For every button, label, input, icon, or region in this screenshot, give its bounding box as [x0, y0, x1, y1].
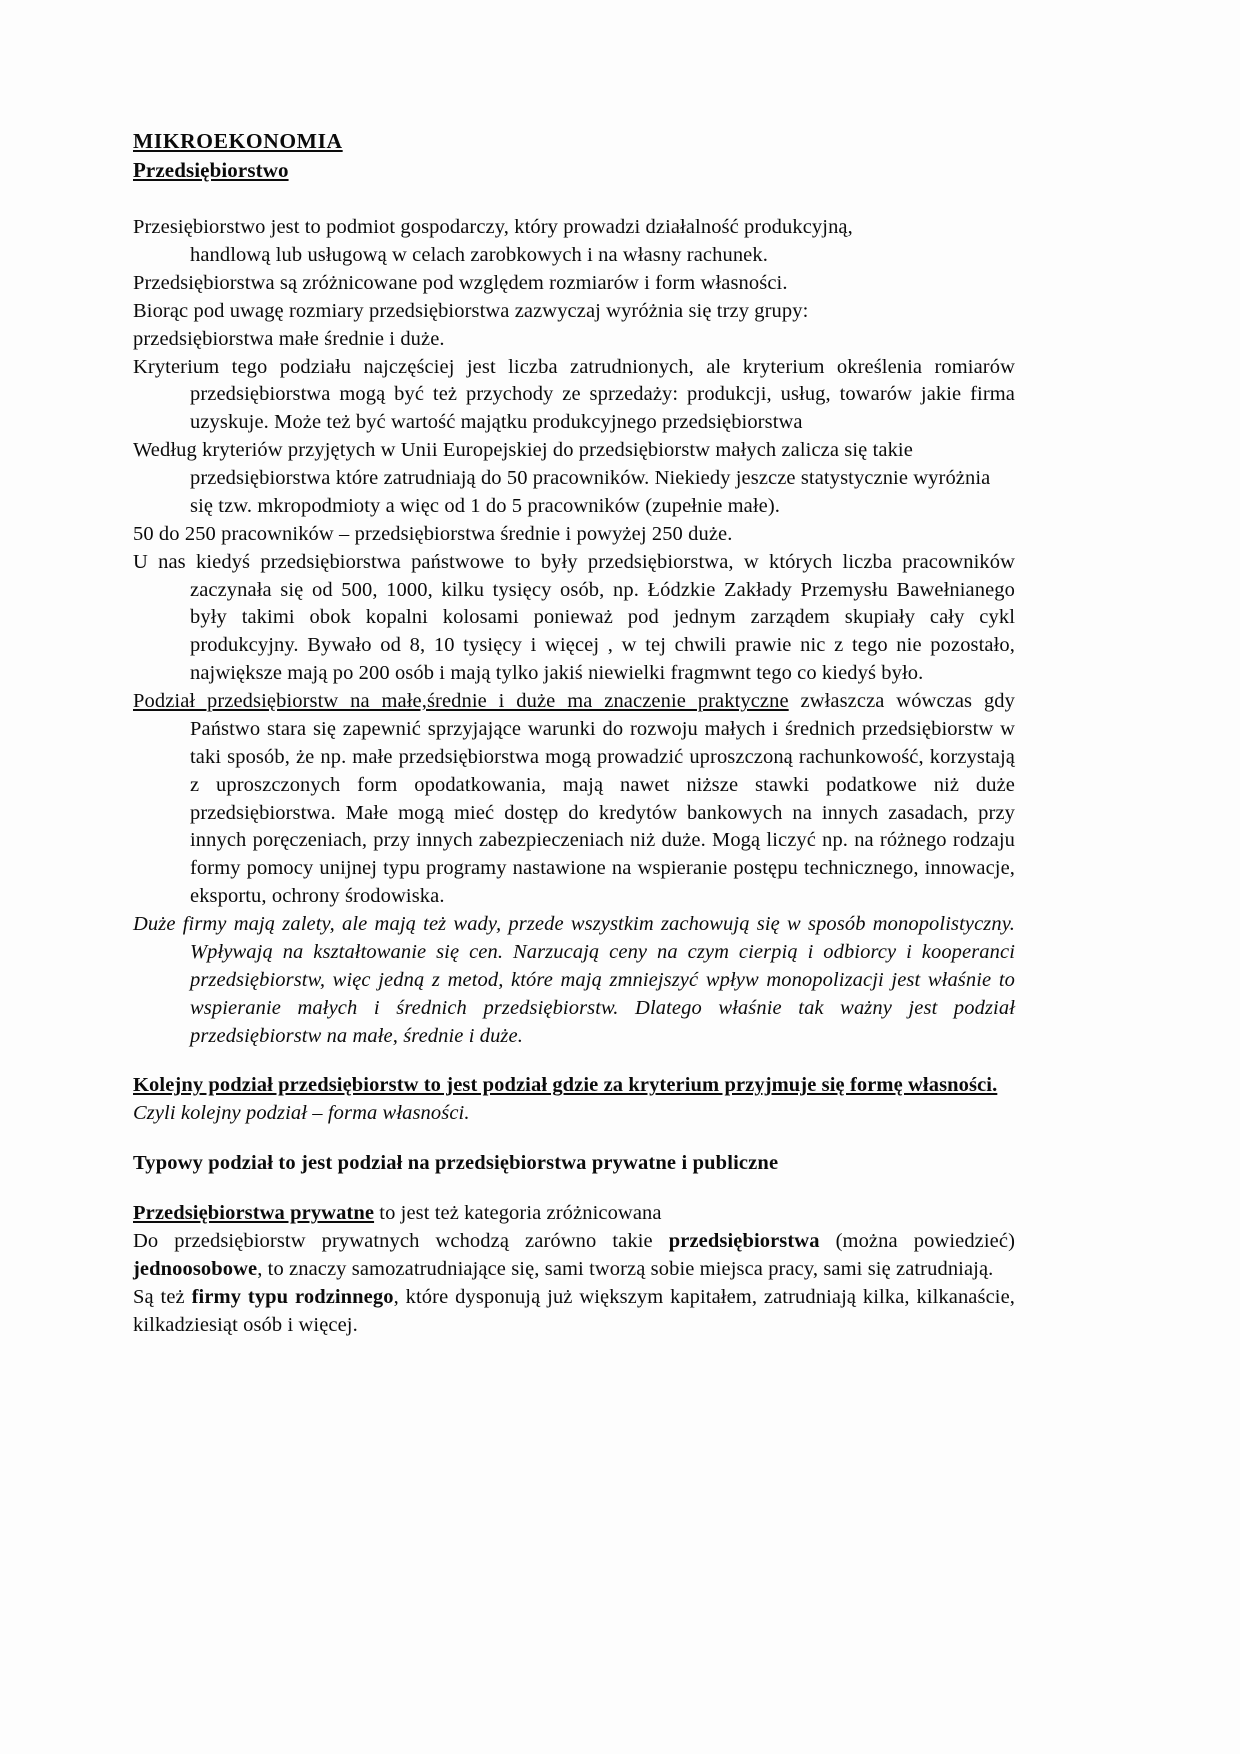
page-title [133, 128, 1015, 156]
paragraph-kryterium: Kryterium tego podziału najczęściej jest liczba zatrudnionych, ale kryterium określenia romiarów przedsiębiorstwa mogą być też przychody ze sprzedaży: produkcji, usług, towarów jakie firma uzyskuje. Może też być wartość majątku produkcyjnego przedsiębiorstwa [133, 355, 1015, 434]
sa-tez-bold-firmy-typu-rodzinnego: firmy typu rodzinnego [191, 1285, 394, 1308]
spacer [133, 1128, 1015, 1150]
page-title-text: MIKROEKONOMIA [133, 129, 343, 153]
prywatne-label-run: Przedsiębiorstwa prywatne [133, 1202, 375, 1225]
page-subtitle [133, 157, 1015, 185]
prywatne-rest-run: to jest też kategoria zróżnicowana [374, 1202, 662, 1225]
do-przeds-bold-jednoosobowe: jednoosobowe [133, 1257, 258, 1280]
paragraph-do-przedsiebiorstw-prywatnych [133, 1228, 1015, 1284]
do-przeds-run-2: (można powiedzieć) [819, 1229, 1015, 1252]
paragraph-intro-line-5: przedsiębiorstwa małe średnie i duże. [133, 327, 445, 350]
do-przeds-run-1: Do przedsiębiorstw prywatnych wchodzą zarówno takie [133, 1229, 669, 1252]
page-subtitle-text: Przedsiębiorstwo [133, 157, 289, 182]
paragraph-zakres-50-250: 50 do 250 pracowników – przedsiębiorstwa średnie i powyżej 250 duże. [133, 522, 733, 545]
paragraph-podzial-praktyczne [133, 688, 1015, 911]
sa-tez-run-2: , które dysponują już większym kapitałem, zatrudniają kilka, kilkanaście, kilkadziesiąt osób i więcej. [133, 1285, 1015, 1336]
heading-kolejny-podzial [133, 1072, 1015, 1100]
paragraph-wedlug-kryteriow: Według kryteriów przyjętych w Unii Europejskiej do przedsiębiorstw małych zalicza się takie przedsiębiorstwa które zatrudniają do 50 pracowników. Niekiedy jeszcze statystycznie wyróżnia się tzw. mkropodmioty a więc od 1 do 5 pracowników (zupełnie małe). [133, 439, 991, 517]
sa-tez-run-1: Są też [133, 1285, 192, 1308]
document-body [133, 128, 1015, 1339]
spacer [133, 184, 1015, 214]
paragraph-sa-tez-firmy-rodzinne [133, 1284, 1015, 1340]
paragraph-intro-line-2: handlową lub usługową w celach zarobkowych i na własny rachunek. [190, 244, 768, 267]
paragraph-duze-firmy: Duże firmy mają zalety, ale mają też wady, przede wszystkim zachowują się w sposób monopolistyczny. Wpływają na kształtowanie się cen. Narzucają ceny na czym cierpią i odbiorcy i kooperanci przedsiębiorstw, więc jedną z metod, które mają zmniejszyć wpływ monopolizacji jest właśnie to wspieranie małych i średnich przedsiębiorstw. Dlatego właśnie tak ważny jest podział przedsiębiorstw na małe, średnie i duże. [133, 913, 1015, 1047]
paragraph-intro-line-3: Przedsiębiorstwa są zróżnicowane pod względem rozmiarów i form własności. [133, 271, 788, 294]
podzial-rest-run: zwłaszcza wówczas gdy Państwo stara się zapewnić sprzyjające warunki do rozwoju małych i średnich przedsiębiorstw w taki sposób, że np. małe przedsiębiorstwa mogą prowadzić uproszczoną rachunkowość, korzystają z uproszczonych form opodatkowania, mają nawet niższe stawki podatkowe niż duże przedsiębiorstwa. Małe mogą mieć dostęp do kredytów bankowych na innych zasadach, przy innych poręczeniach, przy innych zabezpieczeniach niż duże. Mogą liczyć np. na różnego rodzaju formy pomocy unijnej typu programy nastawione na wspieranie postępu technicznego, innowacje, eksportu, ochrony środowiska. [190, 690, 1015, 908]
paragraph-czyli-kolejny-podzial: Czyli kolejny podział – forma własności. [133, 1102, 470, 1125]
paragraph-u-nas-kiedys: U nas kiedyś przedsiębiorstwa państwowe to były przedsiębiorstwa, w których liczba pracowników zaczynała się od 500, 1000, kilku tysięcy osób, np. Łódzkie Zakłady Przemysłu Bawełnianego były takimi obok kopalni kolosami ponieważ pod jednym zarządem skupiały cały cykl produkcyjny. Bywało od 8, 10 tysięcy i więcej , w tej chwili prawie nic z tego nie pozostało, największe mają po 200 osób i mają tylko jakiś niewielki fragmwnt tego co kiedyś było. [133, 550, 1015, 685]
podzial-underlined-run: Podział przedsiębiorstw na małe,średnie i duże ma znaczenie praktyczne [133, 690, 789, 713]
spacer [133, 1178, 1015, 1200]
do-przeds-run-3: , to znaczy samozatrudniające się, sami tworzą sobie miejsca pracy, sami się zatrudniają. [257, 1257, 994, 1280]
paragraph-przedsiebiorstwa-prywatne [133, 1200, 1015, 1228]
heading-typowy-podzial: Typowy podział to jest podział na przedsiębiorstwa prywatne i publiczne [133, 1152, 779, 1175]
do-przeds-bold-przedsiebiorstwa: przedsiębiorstwa [668, 1229, 820, 1252]
heading-kolejny-podzial-text: Kolejny podział przedsiębiorstw to jest podział gdzie za kryterium przyjmuje się formę własności. [133, 1074, 998, 1097]
paragraph-intro-line-1: Przesiębiorstwo jest to podmiot gospodarczy, który prowadzi działalność produkcyjną, [133, 216, 853, 239]
paragraph-intro-line-4: Biorąc pod uwagę rozmiary przedsiębiorstwa zazwyczaj wyróżnia się trzy grupy: [133, 299, 809, 322]
spacer [133, 1050, 1015, 1072]
